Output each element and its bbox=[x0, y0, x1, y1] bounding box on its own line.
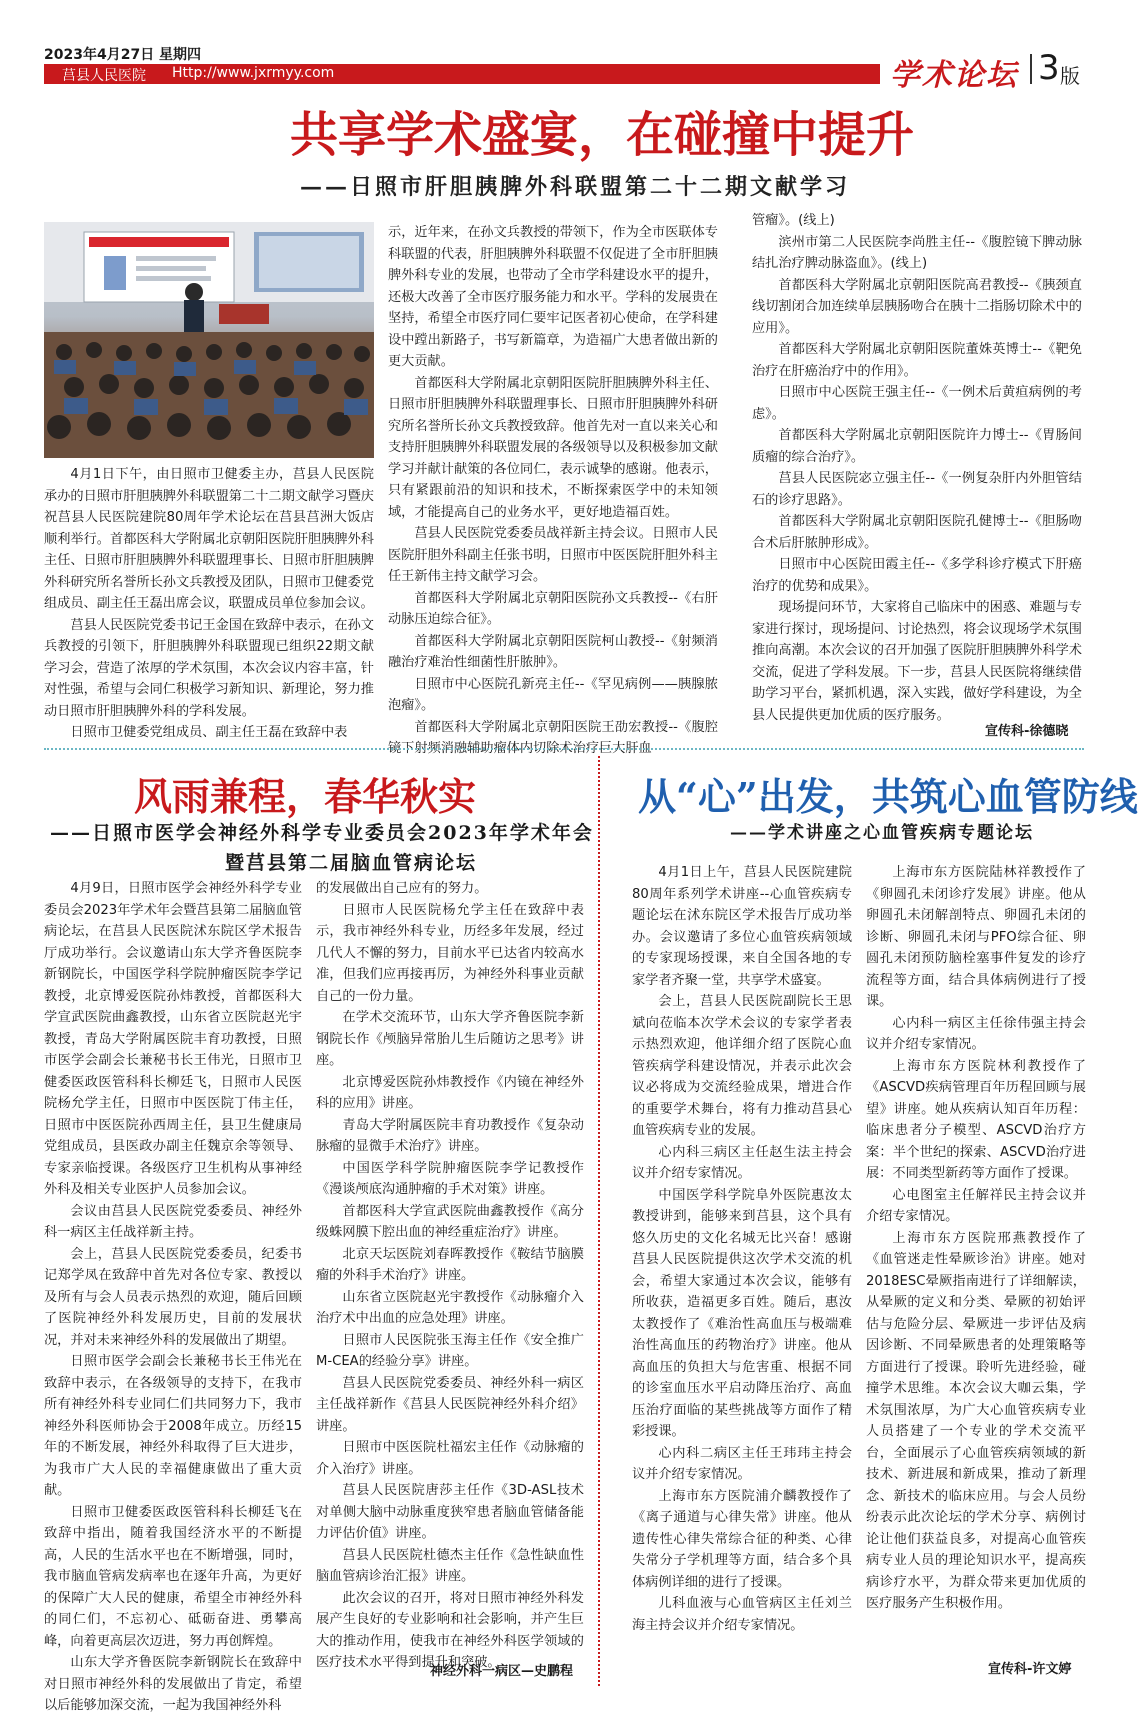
article1-subtitle: ——日照市肝胆胰脾外科联盟第二十二期文献学习 bbox=[300, 174, 851, 200]
article1-column-2 bbox=[388, 222, 718, 756]
article3-col1-paragraph: 上海市东方医院浦介麟教授作了《离子通道与心律失常》讲座。他从遗传性心律失常综合征的种类、心律失常分子学机理等方面，结合多个具体病例详细的进行了授课。 bbox=[632, 1488, 852, 1590]
article1-col2-paragraph: 日照市中心医院孔新亮主任--《罕见病例——胰腺脓泡瘤》。 bbox=[388, 676, 718, 713]
article1-col1-paragraph: 莒县人民医院党委书记王金国在致辞中表示，在孙文兵教授的引领下，肝胆胰脾外科联盟现已组织22期文献学习会，营造了浓厚的学术氛围，本次会议内容丰富，针对性强，希望与会同仁积极学习新知识、新理论，努力推动日照市肝胆胰脾外科的学科发展。 bbox=[44, 617, 374, 719]
article3-column-2 bbox=[866, 862, 1086, 1648]
article2-col1-paragraph: 山东大学齐鲁医院李新钢院长在致辞中对日照市神经外科的发展做出了肯定，希望以后能够加深交流，一起为我国神经外科 bbox=[44, 1655, 302, 1713]
article2-col2-paragraph: 青岛大学附属医院丰育功教授作《复杂动脉瘤的显微手术治疗》讲座。 bbox=[316, 1117, 584, 1154]
article3-subtitle: ——学术讲座之心血管疾病专题论坛 bbox=[730, 823, 1034, 843]
article3-column-1 bbox=[632, 862, 852, 1692]
article1-col3-paragraph: 日照市中心医院田霞主任--《多学科诊疗模式下肝癌治疗的优势和成果》。 bbox=[752, 557, 1082, 594]
article1-col2-paragraph: 首都医科大学附属北京朝阳医院柯山教授--《射频消融治疗难治性细菌性肝脓肿》。 bbox=[388, 633, 718, 670]
article1-col3-paragraph: 首都医科大学附属北京朝阳医院孔健博士--《胆肠吻合术后肝脓肿形成》。 bbox=[752, 514, 1082, 551]
website-url[interactable]: Http://www.jxrmyy.com bbox=[172, 65, 335, 81]
article2-col2-paragraph: 的发展做出自己应有的努力。 bbox=[316, 881, 488, 896]
section-name: 学术论坛 bbox=[890, 58, 1018, 93]
article2-column-2 bbox=[316, 878, 584, 1670]
article3-col1-paragraph: 中国医学科学院阜外医院惠汝太教授讲到，能够来到莒县，这个具有悠久历史的文化名城无比兴奋！感谢莒县人民医院提供这次学术交流的机会，希望大家通过本次会议，能够有所收获，造福更多百姓。随后，惠汝太教授作了《难治性高血压与极端难治性高血压的药物治疗》讲座。他从高血压的负担大与危害重、根据不同的诊室血压水平启动降压治疗、高血压治疗面临的某些挑战等方面作了精彩授课。 bbox=[632, 1187, 852, 1439]
article1-col2-paragraph: 示，近年来，在孙文兵教授的带领下，作为全市医联体专科联盟的代表，肝胆胰脾外科联盟不仅促进了全市肝胆胰脾外科专业的发展，也带动了全市学科建设水平的提升，还极大改善了全市医疗服务能力和水平。学科的发展贵在坚持，希望全市医疗同仁要牢记医者初心使命，在学科建设中蹚出新路子，书写新篇章，为造福广大患者做出新的更大贡献。 bbox=[388, 225, 718, 369]
article2-col1-paragraph: 会议由莒县人民医院党委委员、神经外科一病区主任战祥新主持。 bbox=[44, 1203, 302, 1240]
article1-col1-paragraph: 4月1日下午，由日照市卫健委主办，莒县人民医院承办的日照市肝胆胰脾外科联盟第二十二期文献学习暨庆祝莒县人民医院建院80周年学术论坛在莒县莒洲大饭店顺利举行。首都医科大学附属北京朝阳医院肝胆胰脾外科主任、日照市肝胆胰脾外科联盟理事长、日照市肝胆胰脾外科研究所名誉所长孙文兵教授及团队，日照市卫健委党组成员、副主任王磊出席会议，联盟成员单位参加会议。 bbox=[44, 467, 374, 611]
article1-col3-paragraph: 滨州市第二人民医院李尚胜主任--《腹腔镜下脾动脉结扎治疗脾动脉盗血》。(线上) bbox=[752, 234, 1082, 271]
hospital-name: 莒县人民医院 bbox=[62, 68, 146, 84]
article1-col3-paragraph: 莒县人民医院宓立强主任--《一例复杂肝内外胆管结石的诊疗思路》。 bbox=[752, 471, 1082, 508]
article2-col2-paragraph: 日照市人民医院杨允学主任在致辞中表示，我市神经外科专业，历经多年发展，经过几代人不懈的努力，目前水平已达省内较高水准，但我们应再接再厉，为神经外科事业贡献自己的一份力量。 bbox=[316, 902, 584, 1004]
article1-column-1 bbox=[44, 464, 374, 744]
page-number: 3 bbox=[1038, 48, 1060, 88]
page-label: 版 bbox=[1060, 64, 1080, 88]
article2-col2-paragraph: 北京天坛医院刘春晖教授作《鞍结节脑膜瘤的外科手术治疗》讲座。 bbox=[316, 1246, 584, 1283]
article2-title: 风雨兼程，春华秋实 bbox=[134, 774, 477, 819]
article3-col1-paragraph: 会上，莒县人民医院副院长王思斌向莅临本次学术会议的专家学者表示热烈欢迎，他详细介绍了医院心血管疾病学科建设情况，并表示此次会议必将成为交流经验成果，增进合作的重要学术舞台，将有力推动莒县心血管疾病专业的发展。 bbox=[632, 994, 852, 1138]
article2-credit: 神经外科一病区—史鹏程 bbox=[430, 1664, 574, 1679]
issue-date: 2023年4月27日 星期四 bbox=[44, 47, 202, 63]
article2-col2-paragraph: 在学术交流环节，山东大学齐鲁医院李新钢院长作《颅脑异常胎儿生后随访之思考》讲座。 bbox=[316, 1010, 584, 1068]
section-separator bbox=[1030, 54, 1032, 84]
article1-column-3 bbox=[752, 210, 1082, 723]
article1-title: 共享学术盛宴，在碰撞中提升 bbox=[290, 107, 915, 163]
horizontal-divider bbox=[44, 748, 1084, 750]
article2-col2-paragraph: 莒县人民医院唐莎主任作《3D-ASL技术对单侧大脑中动脉重度狭窄患者脑血管储备能力评估价值》讲座。 bbox=[316, 1483, 584, 1541]
article1-credit: 宣传科-徐德晓 bbox=[985, 724, 1069, 739]
article2-col2-paragraph: 日照市中医医院杜福宏主任作《动脉瘤的介入治疗》讲座。 bbox=[316, 1440, 584, 1477]
article1-col3-paragraph: 日照市中心医院王强主任--《一例术后黄疸病例的考虑》。 bbox=[752, 385, 1082, 422]
article2-col2-paragraph: 首都医科大学宣武医院曲鑫教授作《高分级蛛网膜下腔出血的神经重症治疗》讲座。 bbox=[316, 1203, 584, 1240]
article2-col2-paragraph: 北京博爱医院孙炜教授作《内镜在神经外科的应用》讲座。 bbox=[316, 1074, 584, 1111]
article2-subtitle: ——日照市医学会神经外科学专业委员会2023年学术年会 bbox=[50, 822, 594, 844]
article2-col2-paragraph: 中国医学科学院肿瘤医院李学记教授作《漫谈颅底沟通肿瘤的手术对策》讲座。 bbox=[316, 1160, 584, 1197]
article3-col1-paragraph: 4月1日上午，莒县人民医院建院80周年系列学术讲座--心血管疾病专题论坛在沭东院区学术报告厅成功举办。会议邀请了多位心血管疾病领域的专家现场授课，来自全国各地的专家学者齐聚一堂，共享学术盛宴。 bbox=[632, 865, 852, 988]
conference-photo bbox=[44, 222, 374, 458]
article1-col3-paragraph: 首都医科大学附属北京朝阳医院许力博士--《胃肠间质瘤的综合治疗》。 bbox=[752, 428, 1082, 465]
article1-col1-paragraph: 日照市卫健委党组成员、副主任王磊在致辞中表 bbox=[70, 725, 348, 740]
article2-col2-paragraph: 日照市人民医院张玉海主任作《安全推广M-CEA的经验分享》讲座。 bbox=[316, 1332, 584, 1369]
article1-col2-paragraph: 莒县人民医院党委委员战祥新主持会议。日照市人民医院肝胆外科副主任张书明，日照市中医医院肝胆外科主任王新伟主持文献学习会。 bbox=[388, 526, 718, 584]
article2-col2-paragraph: 此次会议的召开，将对日照市神经外科发展产生良好的专业影响和社会影响，并产生巨大的推动作用，使我市在神经外科医学领域的医疗技术水平得到提升和突破。 bbox=[316, 1590, 584, 1670]
article1-col3-paragraph: 管瘤》。(线上) bbox=[752, 213, 835, 228]
article2-col2-paragraph: 山东省立医院赵光宇教授作《动脉瘤介入治疗术中出血的应急处理》讲座。 bbox=[316, 1289, 584, 1326]
article2-col1-paragraph: 会上，莒县人民医院党委委员，纪委书记郑学凤在致辞中首先对各位专家、教授以及所有与会人员表示热烈的欢迎，随后回顾了医院神经外科发展历史，目前的发展状况，并对未来神经外科的发展做出了期望。 bbox=[44, 1246, 302, 1348]
article3-col1-paragraph: 心内科三病区主任赵生法主持会议并介绍专家情况。 bbox=[632, 1144, 852, 1181]
article2-col1-paragraph: 日照市医学会副会长兼秘书长王伟光在致辞中表示，在各级领导的支持下，在我市所有神经外科专业同仁们共同努力下，我市神经外科医师协会于2008年成立。历经15年的不断发展，神经外科取得了巨大进步，为我市广大人民的幸福健康做出了重大贡献。 bbox=[44, 1354, 302, 1498]
article3-col1-paragraph: 儿科血液与心血管病区主任刘兰海主持会议并介绍专家情况。 bbox=[632, 1596, 852, 1633]
article3-col2-paragraph: 心电图室主任解祥民主持会议并介绍专家情况。 bbox=[866, 1187, 1086, 1224]
article2-col2-paragraph: 莒县人民医院党委委员、神经外科一病区主任战祥新作《莒县人民医院神经外科介绍》讲座。 bbox=[316, 1375, 584, 1434]
article2-subtitle-line2: 暨莒县第二届脑血管病论坛 bbox=[225, 852, 478, 874]
vertical-divider bbox=[598, 756, 600, 1686]
article1-col3-paragraph: 首都医科大学附属北京朝阳医院董姝英博士--《靶免治疗在肝癌治疗中的作用》。 bbox=[752, 342, 1082, 379]
article1-col2-paragraph: 首都医科大学附属北京朝阳医院王劭宏教授--《腹腔镜下射频消融辅助瘤体内切除术治疗巨大肝血 bbox=[388, 719, 718, 756]
article1-col2-paragraph: 首都医科大学附属北京朝阳医院孙文兵教授--《右肝动脉压迫综合征》。 bbox=[388, 590, 718, 627]
article3-col2-paragraph: 上海市东方医院邢燕教授作了《血管迷走性晕厥诊治》讲座。她对2018ESC晕厥指南进行了详细解读，从晕厥的定义和分类、晕厥的初始评估与危险分层、晕厥进一步评估及病因诊断、不同晕厥患者的处理策略等方面进行了授课。聆听先进经验，碰撞学术思维。本次会议大咖云集，学术氛围浓厚，为广大心血管疾病专业人员搭建了一个专业的学术交流平台，全面展示了心血管疾病领域的新技术、新进展和新成果，推动了新理念、新技术的临床应用。与会人员纷纷表示此次论坛的学术分享、病例讨论让他们获益良多，对提高心血管疾病专业人员的理论知识水平，提高疾病诊疗水平，为群众带来更加优质的医疗服务产生积极作用。 bbox=[866, 1230, 1086, 1611]
article2-column-1 bbox=[44, 878, 302, 1713]
article3-col2-paragraph: 上海市东方医院林利教授作了《ASCVD疾病管理百年历程回顾与展望》讲座。她从疾病认知百年历程：临床患者分子模型、ASCVD治疗方案：半个世纪的探索、ASCVD治疗进展：不同类型新药等方面作了授课。 bbox=[866, 1058, 1086, 1181]
article1-col3-paragraph: 首都医科大学附属北京朝阳医院高君教授--《胰颈直线切割闭合加连续单层胰肠吻合在胰十二指肠切除术中的应用》。 bbox=[752, 277, 1082, 336]
article3-credit: 宣传科-许文婷 bbox=[988, 1662, 1072, 1677]
article3-col2-paragraph: 心内科一病区主任徐伟强主持会议并介绍专家情况。 bbox=[866, 1015, 1086, 1052]
article2-col2-paragraph: 莒县人民医院杜德杰主任作《急性缺血性脑血管病诊治汇报》讲座。 bbox=[316, 1547, 584, 1584]
article2-col1-paragraph: 4月9日，日照市医学会神经外科学专业委员会2023年学术年会暨莒县第二届脑血管病论坛，在莒县人民医院沭东院区学术报告厅成功举行。会议邀请山东大学齐鲁医院李新钢院长，中国医学科学院肿瘤医院李学记教授，北京博爱医院孙炜教授，首都医科大学宣武医院曲鑫教授，山东省立医院赵光宇教授，青岛大学附属医院丰育功教授，日照市医学会副会长兼秘书长王伟光，日照市卫健委医政医管科科长柳廷飞，日照市人民医院杨允学主任，日照市中医医院丁伟主任，日照市中医医院孙西周主任，县卫生健康局党组成员，县医政办副主任魏京余等领导、专家亲临授课。各级医疗卫生机构从事神经外科及相关专业医护人员参加会议。 bbox=[44, 881, 302, 1197]
header-bar bbox=[44, 64, 880, 84]
article3-title: 从“心”出发，共筑心血管防线 bbox=[638, 774, 1138, 819]
article3-col1-paragraph: 心内科二病区主任王玮玮主持会议并介绍专家情况。 bbox=[632, 1445, 852, 1482]
article3-col2-paragraph: 上海市东方医院陆林祥教授作了《卵圆孔未闭诊疗发展》讲座。他从卵圆孔未闭解剖特点、卵圆孔未闭的诊断、卵圆孔未闭与PFO综合征、卵圆孔未闭预防脑栓塞事件复发的诊疗流程等方面，结合具体病例进行了授课。 bbox=[866, 865, 1086, 1009]
article2-col1-paragraph: 日照市卫健委医政医管科科长柳廷飞在致辞中指出，随着我国经济水平的不断提高，人民的生活水平也在不断增强，同时，我市脑血管病发病率也在逐年升高，为更好的保障广大人民的健康，希望全市神经外科的同仁们，不忘初心、砥砺奋进、勇攀高峰，向着更高层次迈进，努力再创辉煌。 bbox=[44, 1504, 302, 1649]
conference-photo-illustration bbox=[44, 222, 374, 458]
article1-col3-paragraph: 现场提问环节，大家将自己临床中的困惑、难题与专家进行探讨，现场提问、讨论热烈，将会议现场学术氛围推向高潮。本次会议的召开加强了医院肝胆胰脾外科学术交流，促进了学科发展。下一步，莒县人民医院将继续借助学习平台，紧抓机遇，深入实践，做好学科建设，为全县人民提供更加优质的医疗服务。 bbox=[752, 600, 1082, 723]
article1-col2-paragraph: 首都医科大学附属北京朝阳医院肝胆胰脾外科主任、日照市肝胆胰脾外科联盟理事长、日照市肝胆胰脾外科研究所名誉所长孙文兵教授致辞。他首先对一直以来关心和支持肝胆胰脾外科联盟发展的各级领导以及积极参加文献学习并献计献策的各位同仁，表示诚挚的感谢。他表示，只有紧跟前沿的知识和技术，不断探索医学中的未知领域，才能提高自己的业务水平，更好地造福百姓。 bbox=[388, 375, 718, 520]
